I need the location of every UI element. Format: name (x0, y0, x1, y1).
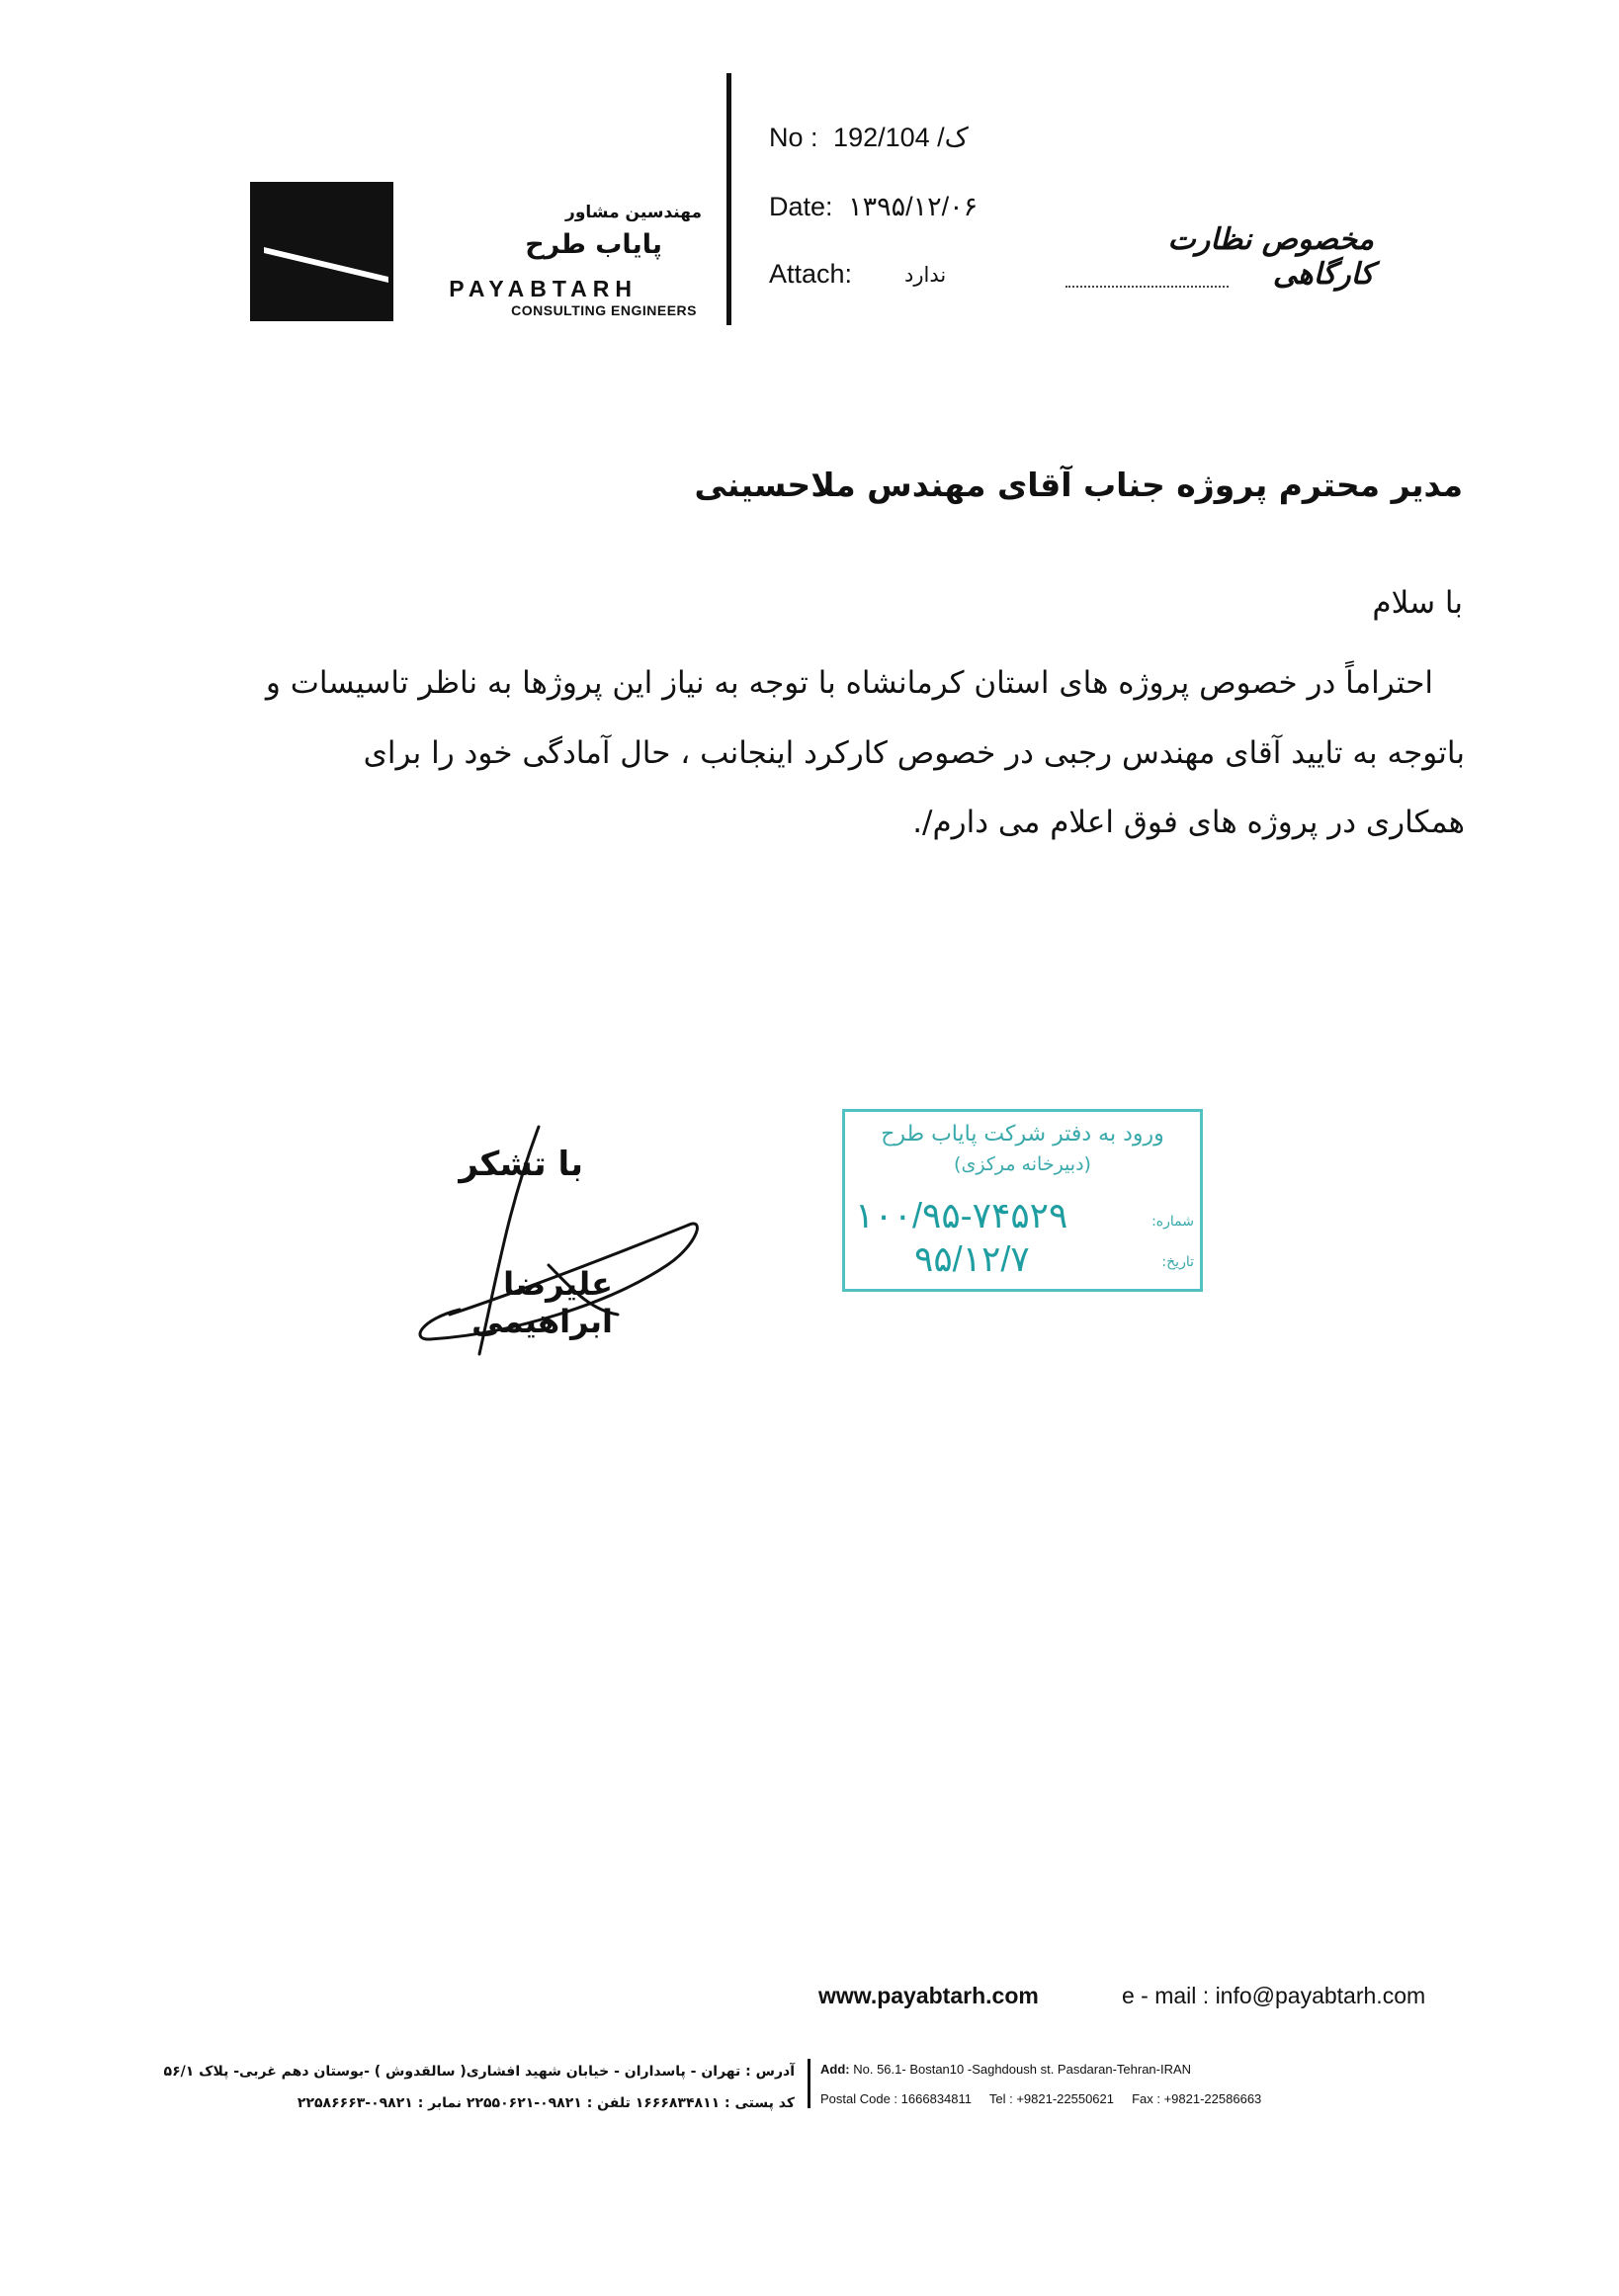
supervision-label: مخصوص نظارت کارگاهی (1167, 222, 1374, 292)
footer-address-fa: آدرس : تهران - پاسداران - خیابان شهید افشاری( سالقدوش ) -بوستان دهم غربی- پلاک ۵۶/۱ (163, 2064, 795, 2080)
footer-tel-label: Tel : (988, 2091, 1013, 2106)
company-logo-mark (250, 182, 393, 321)
footer-postal-label: Postal Code : (820, 2091, 898, 2106)
footer-fax-value: +9821-22586663 (1163, 2091, 1262, 2106)
footer-email: e - mail : info@payabtarh.com (1122, 1983, 1426, 2008)
brand-subtitle-fa: مهندسین مشاور (565, 203, 702, 222)
letter-date-value: ۱۳۹۵/۱۲/۰۶ (848, 192, 979, 221)
footer-website: www.payabtarh.com (818, 1983, 1039, 2008)
footer-contact-en (820, 2091, 1261, 2106)
supervision-underline (1065, 286, 1229, 288)
stamp-subtitle: (دبیرخانه مرکزی) (954, 1153, 1091, 1175)
stamp-date-value: ۹۵/۱۲/۷ (914, 1238, 1030, 1279)
footer-address-en-label: Add: (820, 2062, 850, 2077)
greeting: با سلام (1372, 585, 1463, 621)
paragraph-line-3: همکاری در پروژه های فوق اعلام می دارم/. (912, 805, 1465, 840)
footer-address-en (820, 2062, 1191, 2077)
letter-attach-label: Attach: (769, 259, 853, 289)
stamp-number-value: ۱۰۰/۹۵-۷۴۵۲۹ (855, 1195, 1068, 1235)
stamp-title: ورود به دفتر شرکت پایاب طرح (881, 1122, 1164, 1147)
footer-contact-fa: کد پستی : ۱۶۶۶۸۳۴۸۱۱ تلفن : ۰۹۸۲۱-۲۲۵۵۰۶۲۱ نمابر : ۰۹۸۲۱-۲۲۵۸۶۶۶۳ (297, 2095, 795, 2111)
stamp-date-label: تاریخ: (1161, 1254, 1194, 1270)
recipient-line: مدیر محترم پروژه جناب آقای مهندس ملاحسینی (694, 466, 1463, 504)
letter-number-value: 192/ک/ 104 (833, 123, 969, 152)
brand-name-fa: پایاب طرح (525, 229, 662, 260)
closing-text: با تشکر (459, 1145, 583, 1184)
letter-attach (769, 259, 852, 290)
footer-fax-label: Fax : (1132, 2091, 1160, 2106)
footer-divider (808, 2059, 810, 2108)
signer-name: علیرضا ابراهیمی (471, 1265, 613, 1340)
paragraph-line-2: باتوجه به تایید آقای مهندس رجبی در خصوص کارکرد اینجانب ، حال آمادگی خود را برای (363, 735, 1465, 771)
paragraph-line-1: احتراماً در خصوص پروژه های استان کرمانشاه با توجه به نیاز این پروژها به ناظر تاسیسات و (265, 665, 1433, 701)
stamp-number-label: شماره: (1151, 1214, 1194, 1230)
footer-address-en-value: No. 56.1- Bostan10 -Saghdoush st. Pasdaran-Tehran-IRAN (853, 2062, 1192, 2077)
letter-attach-value: ندارد (904, 263, 947, 287)
brand-tagline-en: CONSULTING ENGINEERS (511, 302, 697, 318)
header-divider (726, 73, 731, 325)
footer-postal-value: 1666834811 (900, 2091, 973, 2106)
brand-name-en: PAYABTARH (449, 276, 638, 301)
footer-tel-value: +9821-22550621 (1016, 2091, 1114, 2106)
logo-icon (250, 182, 393, 321)
letter-number-label: No : (769, 123, 818, 152)
receipt-stamp (842, 1109, 1203, 1292)
letter-date-label: Date: (769, 192, 833, 221)
letter-number (769, 123, 969, 153)
letter-date (769, 192, 978, 222)
